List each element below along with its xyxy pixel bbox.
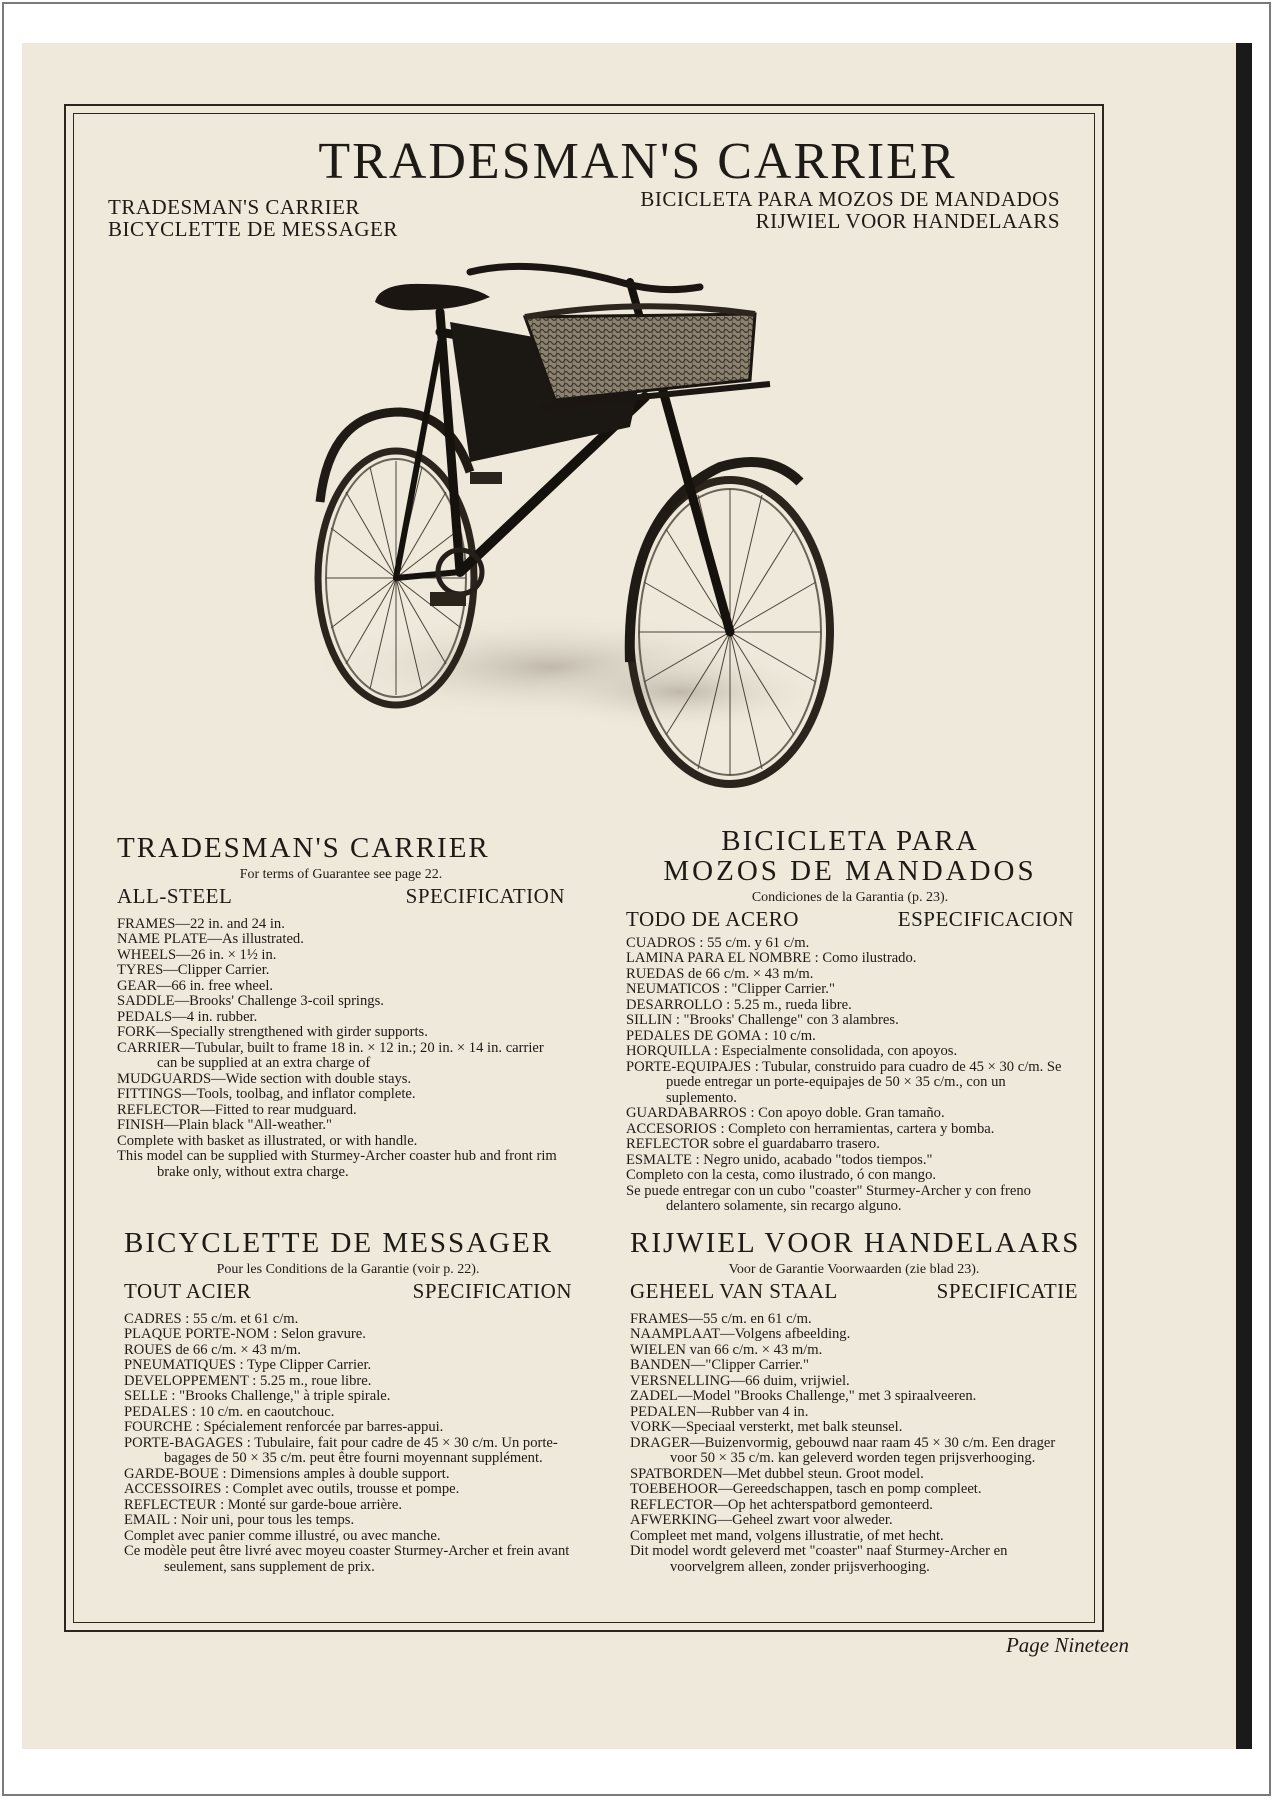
list-item: ROUES de 66 c/m. × 43 m/m. <box>124 1341 301 1358</box>
spec-header-dutch: GEHEEL VAN STAAL SPECIFICATIE <box>630 1278 1078 1303</box>
list-item: AFWERKING—Geheel zwart voor alweder. <box>630 1512 893 1528</box>
section-dutch <box>630 1227 1081 1575</box>
list-item: REFLECTEUR : Monté sur garde-boue arrière. <box>124 1496 403 1513</box>
list-item: Compleet met mand, volgens illustratie, of met hecht. <box>630 1527 944 1544</box>
guarantee-note-french: Pour les Conditions de la Garantie (voir p. 22). <box>216 1262 480 1277</box>
list-item: FRAMES—22 in. and 24 in. <box>117 915 285 932</box>
list-item: PORTE-BAGAGES : Tubulaire, fait pour cadre de 45 × 30 c/m. Un porte-bagages de 50 × 35 c/m. peut être fourni moyennant supplément. <box>124 1434 558 1466</box>
list-item: FRAMES—55 c/m. en 61 c/m. <box>630 1310 812 1327</box>
list-item: GUARDABARROS : Con apoyo doble. Gran tamaño. <box>626 1105 945 1121</box>
list-item: REFLECTOR—Op het achterspatbord gemonteerd. <box>630 1496 933 1513</box>
list-item: CARRIER—Tubular, built to frame 18 in. × 12 in.; 20 in. × 14 in. carrier can be supplied at an extra charge of <box>117 1039 544 1071</box>
subtitle-right <box>640 188 1060 232</box>
list-item: Dit model wordt geleverd met "coaster" naaf Sturmey-Archer en voorvelgrem alleen, zonder prijsverhooging. <box>630 1543 1008 1575</box>
list-item: PLAQUE PORTE-NOM : Selon gravure. <box>124 1326 366 1342</box>
list-item: Completo con la cesta, como ilustrado, ó con mango. <box>626 1167 937 1183</box>
list-item: PEDALS—4 in. rubber. <box>117 1008 258 1025</box>
page-number: Page Nineteen <box>1005 1633 1129 1657</box>
handlebar <box>470 266 700 289</box>
section-dutch-title: RIJWIEL VOOR HANDELAARS <box>630 1227 1081 1259</box>
subtitle-french: BICYCLETTE DE MESSAGER <box>108 217 398 241</box>
list-item: PEDALEN—Rubber van 4 in. <box>630 1403 809 1420</box>
list-item: PEDALES : 10 c/m. en caoutchouc. <box>124 1403 335 1420</box>
list-item: CUADROS : 55 c/m. y 61 c/m. <box>626 934 810 951</box>
list-item: ACCESSOIRES : Complet avec outils, trousse et pompe. <box>124 1481 460 1497</box>
list-item: LAMINA PARA EL NOMBRE : Como ilustrado. <box>626 950 917 966</box>
pedal <box>430 592 466 606</box>
list-item: FOURCHE : Spécialement renforcée par barres-appui. <box>124 1419 444 1435</box>
wicker-basket <box>525 306 770 407</box>
list-item: SILLIN : "Brooks' Challenge" con 3 alambres. <box>626 1012 899 1028</box>
section-french-title: BICYCLETTE DE MESSAGER <box>124 1227 554 1259</box>
list-item: FITTINGS—Tools, toolbag, and inflator complete. <box>117 1086 416 1102</box>
list-item: CADRES : 55 c/m. et 61 c/m. <box>124 1310 299 1327</box>
list-item: VORK—Speciaal versterkt, met balk steunsel. <box>630 1419 903 1435</box>
section-spanish <box>626 826 1074 1215</box>
subtitle-spanish: BICICLETA PARA MOZOS DE MANDADOS <box>640 187 1060 211</box>
list-item: VERSNELLING—66 duim, vrijwiel. <box>630 1372 850 1389</box>
guarantee-note-english: For terms of Guarantee see page 22. <box>239 867 443 882</box>
spec-list-french <box>124 1312 572 1576</box>
section-english <box>117 833 565 1180</box>
list-item: Ce modèle peut être livré avec moyeu coaster Sturmey-Archer et frein avant seulement, sans supplement de prix. <box>124 1543 570 1575</box>
list-item: WIELEN van 66 c/m. × 43 m/m. <box>630 1341 823 1358</box>
list-item: WHEELS—26 in. × 1½ in. <box>117 946 277 963</box>
guarantee-note-dutch: Voor de Garantie Voorwaarden (zie blad 23). <box>728 1262 980 1277</box>
list-item: Se puede entregar con un cubo "coaster" Sturmey-Archer y con freno delantero solamente, sin recargo alguno. <box>626 1182 1031 1214</box>
bicycle-illustration <box>300 262 880 802</box>
list-item: GEAR—66 in. free wheel. <box>117 977 274 994</box>
section-french <box>124 1228 572 1575</box>
list-item: Complet avec panier comme illustré, ou avec manche. <box>124 1527 441 1544</box>
list-item: DEVELOPPEMENT : 5.25 m., roue libre. <box>124 1372 372 1389</box>
list-item: HORQUILLA : Especialmente consolidada, con apoyos. <box>626 1043 958 1059</box>
spec-header-french: TOUT ACIER SPECIFICATION <box>124 1278 572 1303</box>
list-item: NAME PLATE—As illustrated. <box>117 931 304 947</box>
spec-header-english: ALL-STEEL SPECIFICATION <box>117 883 565 908</box>
list-item: BANDEN—"Clipper Carrier." <box>630 1357 809 1373</box>
list-item: PNEUMATIQUES : Type Clipper Carrier. <box>124 1357 372 1373</box>
list-item: ESMALTE : Negro unido, acabado "todos tiempos." <box>626 1151 933 1168</box>
list-item: PEDALES DE GOMA : 10 c/m. <box>626 1027 816 1044</box>
list-item: SELLE : "Brooks Challenge," à triple spirale. <box>124 1388 391 1404</box>
spec-list-dutch <box>630 1312 1078 1576</box>
list-item: REFLECTOR sobre el guardabarro trasero. <box>626 1136 880 1152</box>
spec-header-spanish: TODO DE ACERO ESPECIFICACION <box>626 906 1074 931</box>
list-item: FINISH—Plain black "All-weather." <box>117 1117 332 1133</box>
list-item: REFLECTOR—Fitted to rear mudguard. <box>117 1101 357 1118</box>
list-item: This model can be supplied with Sturmey-Archer coaster hub and front rim brake only, without extra charge. <box>117 1148 557 1180</box>
page-shadow-edge <box>1236 43 1252 1749</box>
list-item: SPATBORDEN—Met dubbel steun. Groot model. <box>630 1465 924 1482</box>
list-item: Complete with basket as illustrated, or with handle. <box>117 1132 418 1149</box>
page-title: TRADESMAN'S CARRIER <box>318 133 957 190</box>
list-item: ZADEL—Model "Brooks Challenge," met 3 spiraalveeren. <box>630 1388 977 1404</box>
list-item: TYRES—Clipper Carrier. <box>117 962 270 978</box>
list-item: SADDLE—Brooks' Challenge 3-coil springs. <box>117 993 384 1009</box>
subtitle-left <box>108 196 398 240</box>
list-item: MUDGUARDS—Wide section with double stays. <box>117 1070 412 1087</box>
subtitle-dutch: RIJWIEL VOOR HANDELAARS <box>755 209 1060 233</box>
list-item: DRAGER—Buizenvormig, gebouwd naar raam 45 × 30 c/m. Een drager voor 50 × 35 c/m. kan geleverd worden tegen prijsverhooging. <box>630 1434 1056 1466</box>
list-item: PORTE-EQUIPAJES : Tubular, construido para cuadro de 45 × 30 c/m. Se puede entregar un porte-equipajes de 50 × 35 c/m., con un suplemento. <box>626 1058 1062 1106</box>
list-item: FORK—Specially strengthened with girder supports. <box>117 1024 428 1040</box>
list-item: RUEDAS de 66 c/m. × 43 m/m. <box>626 965 814 982</box>
list-item: TOEBEHOOR—Gereedschappen, tasch en pomp compleet. <box>630 1481 982 1497</box>
list-item: NEUMATICOS : "Clipper Carrier." <box>626 981 835 997</box>
spec-list-english <box>117 917 565 1181</box>
section-spanish-title-line2: MOZOS DE MANDADOS <box>663 855 1037 887</box>
spec-list-spanish <box>626 936 1074 1215</box>
guarantee-note-spanish: Condiciones de la Garantia (p. 23). <box>751 890 949 905</box>
list-item: ACCESORIOS : Completo con herramientas, cartera y bomba. <box>626 1120 995 1137</box>
section-spanish-title-line1: BICICLETA PARA <box>721 825 979 857</box>
list-item: DESARROLLO : 5.25 m., rueda libre. <box>626 996 852 1013</box>
subtitle-english: TRADESMAN'S CARRIER <box>108 195 360 219</box>
list-item: NAAMPLAAT—Volgens afbeelding. <box>630 1326 851 1342</box>
list-item: GARDE-BOUE : Dimensions amples à double support. <box>124 1465 450 1482</box>
section-english-title: TRADESMAN'S CARRIER <box>117 832 490 864</box>
saddle <box>375 284 490 311</box>
list-item: EMAIL : Noir uni, pour tous les temps. <box>124 1512 355 1528</box>
